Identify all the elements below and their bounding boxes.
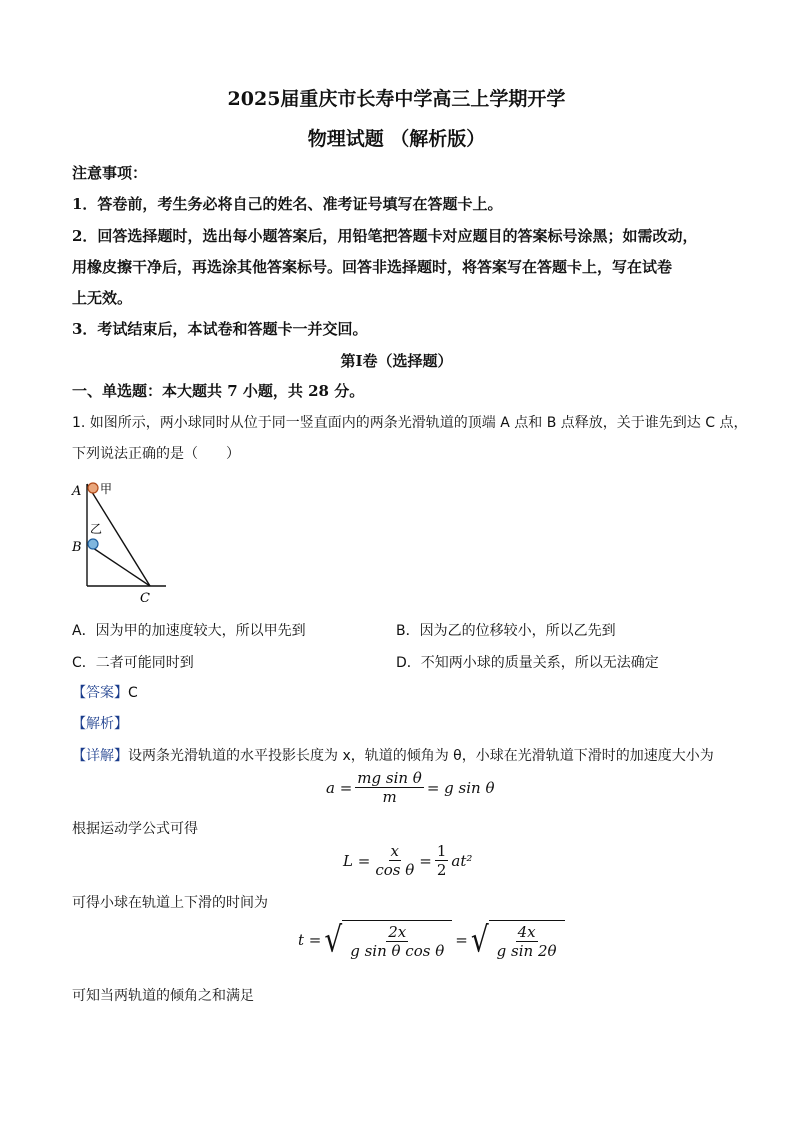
equation-displacement [343,843,472,878]
option-a: A．因为甲的加速度较大，所以甲先到 [72,623,306,639]
volume-heading: 第Ⅰ卷（选择题） [340,352,453,370]
eq3-fraction-1 [348,924,446,959]
label-c: C [140,591,150,606]
answer-tag: 【答案】 [72,685,128,701]
track-diagram [66,476,176,606]
option-c: C．二者可能同时到 [72,655,194,671]
detail-line [72,745,714,765]
ball-jia [88,483,98,493]
label-b: B [72,540,82,555]
option-b: B．因为乙的位移较小，所以乙先到 [396,623,616,639]
notes-heading: 注意事项： [72,164,148,182]
eq3-sqrt-2 [471,920,565,960]
label-a: A [72,484,82,499]
label-jia: 甲 [100,482,113,496]
kinematics-text: 根据运动学公式可得 [72,821,198,837]
equation-acceleration [326,770,495,805]
eq2-denominator-2: 2 [436,861,447,879]
notes-item-2-cont2: 上无效。 [72,289,133,307]
answer-value: C [128,685,138,701]
analysis-tag: 【解析】 [72,716,128,732]
eq1-rhs: = g sin θ [426,778,495,797]
eq3-lhs: t = [298,931,322,949]
time-text: 可得小球在轨道上下滑的时间为 [72,895,268,911]
page-subtitle: 物理试题 （解析版） [307,128,486,150]
notes-item-2-cont: 用橡皮擦干净后，再选涂其他答案标号。回答非选择题时，将答案写在答题卡上，写在试卷 [72,258,673,276]
question-stem-line1: 1. 如图所示，两小球同时从位于同一竖直面内的两条光滑轨道的顶端 A 点和 B 点释放，关于谁先到达 C 点， [72,415,748,431]
eq3-sqrt-1-inner [342,920,452,960]
detail-text: 设两条光滑轨道的水平投影长度为 x，轨道的倾角为 θ，小球在光滑轨道下滑时的加速度大小为 [128,748,714,764]
eq2-numerator-1: x [390,842,400,860]
eq2-numerator-2: 1 [436,842,447,860]
eq1-fraction [355,770,424,805]
eq2-fraction-2 [435,843,449,878]
notes-item-3: 3．考试结束后，本试卷和答题卡一并交回。 [72,320,368,338]
eq3-sqrt-1 [324,920,452,960]
eq3-numerator-1: 2x [388,923,407,941]
eq2-tail: at² [451,851,473,870]
eq1-lhs: a = [326,778,353,797]
option-d: D．不知两小球的质量关系，所以无法确定 [396,655,659,671]
eq3-equals: = [455,931,468,949]
eq2-equals: = [419,851,432,870]
eq3-fraction-2 [495,924,559,959]
page-title: 2025届重庆市长寿中学高三上学期开学 [227,88,566,110]
eq3-numerator-2: 4x [517,923,536,941]
eq3-denominator-2: g sin 2θ [496,942,557,960]
eq1-denominator: m [382,788,397,806]
eq2-lhs: L = [343,851,371,870]
notes-item-2: 2．回答选择题时，选出每小题答案后，用铅笔把答题卡对应题目的答案标号涂黑；如需改动， [72,227,698,245]
detail-tag: 【详解】 [72,748,128,764]
part-heading: 一、单选题：本大题共 7 小题，共 28 分。 [72,382,365,400]
radical-sign-icon: √ [324,918,343,960]
label-yi: 乙 [90,522,103,536]
equation-time [298,920,568,960]
eq3-denominator-1: g sin θ cos θ [350,942,445,960]
eq3-sqrt-2-inner [489,920,565,960]
angle-text: 可知当两轨道的倾角之和满足 [72,988,254,1004]
track-bc [87,544,150,586]
answer-line [72,682,138,702]
eq1-numerator: mg sin θ [357,769,422,787]
question-stem-line2: 下列说法正确的是（ ） [72,446,240,462]
notes-item-1: 1．答卷前，考生务必将自己的姓名、准考证号填写在答题卡上。 [72,195,503,213]
eq2-denominator-1: cos θ [375,861,415,879]
radical-sign-icon: √ [470,918,489,960]
ball-yi [88,539,98,549]
eq2-fraction-1 [373,843,416,878]
